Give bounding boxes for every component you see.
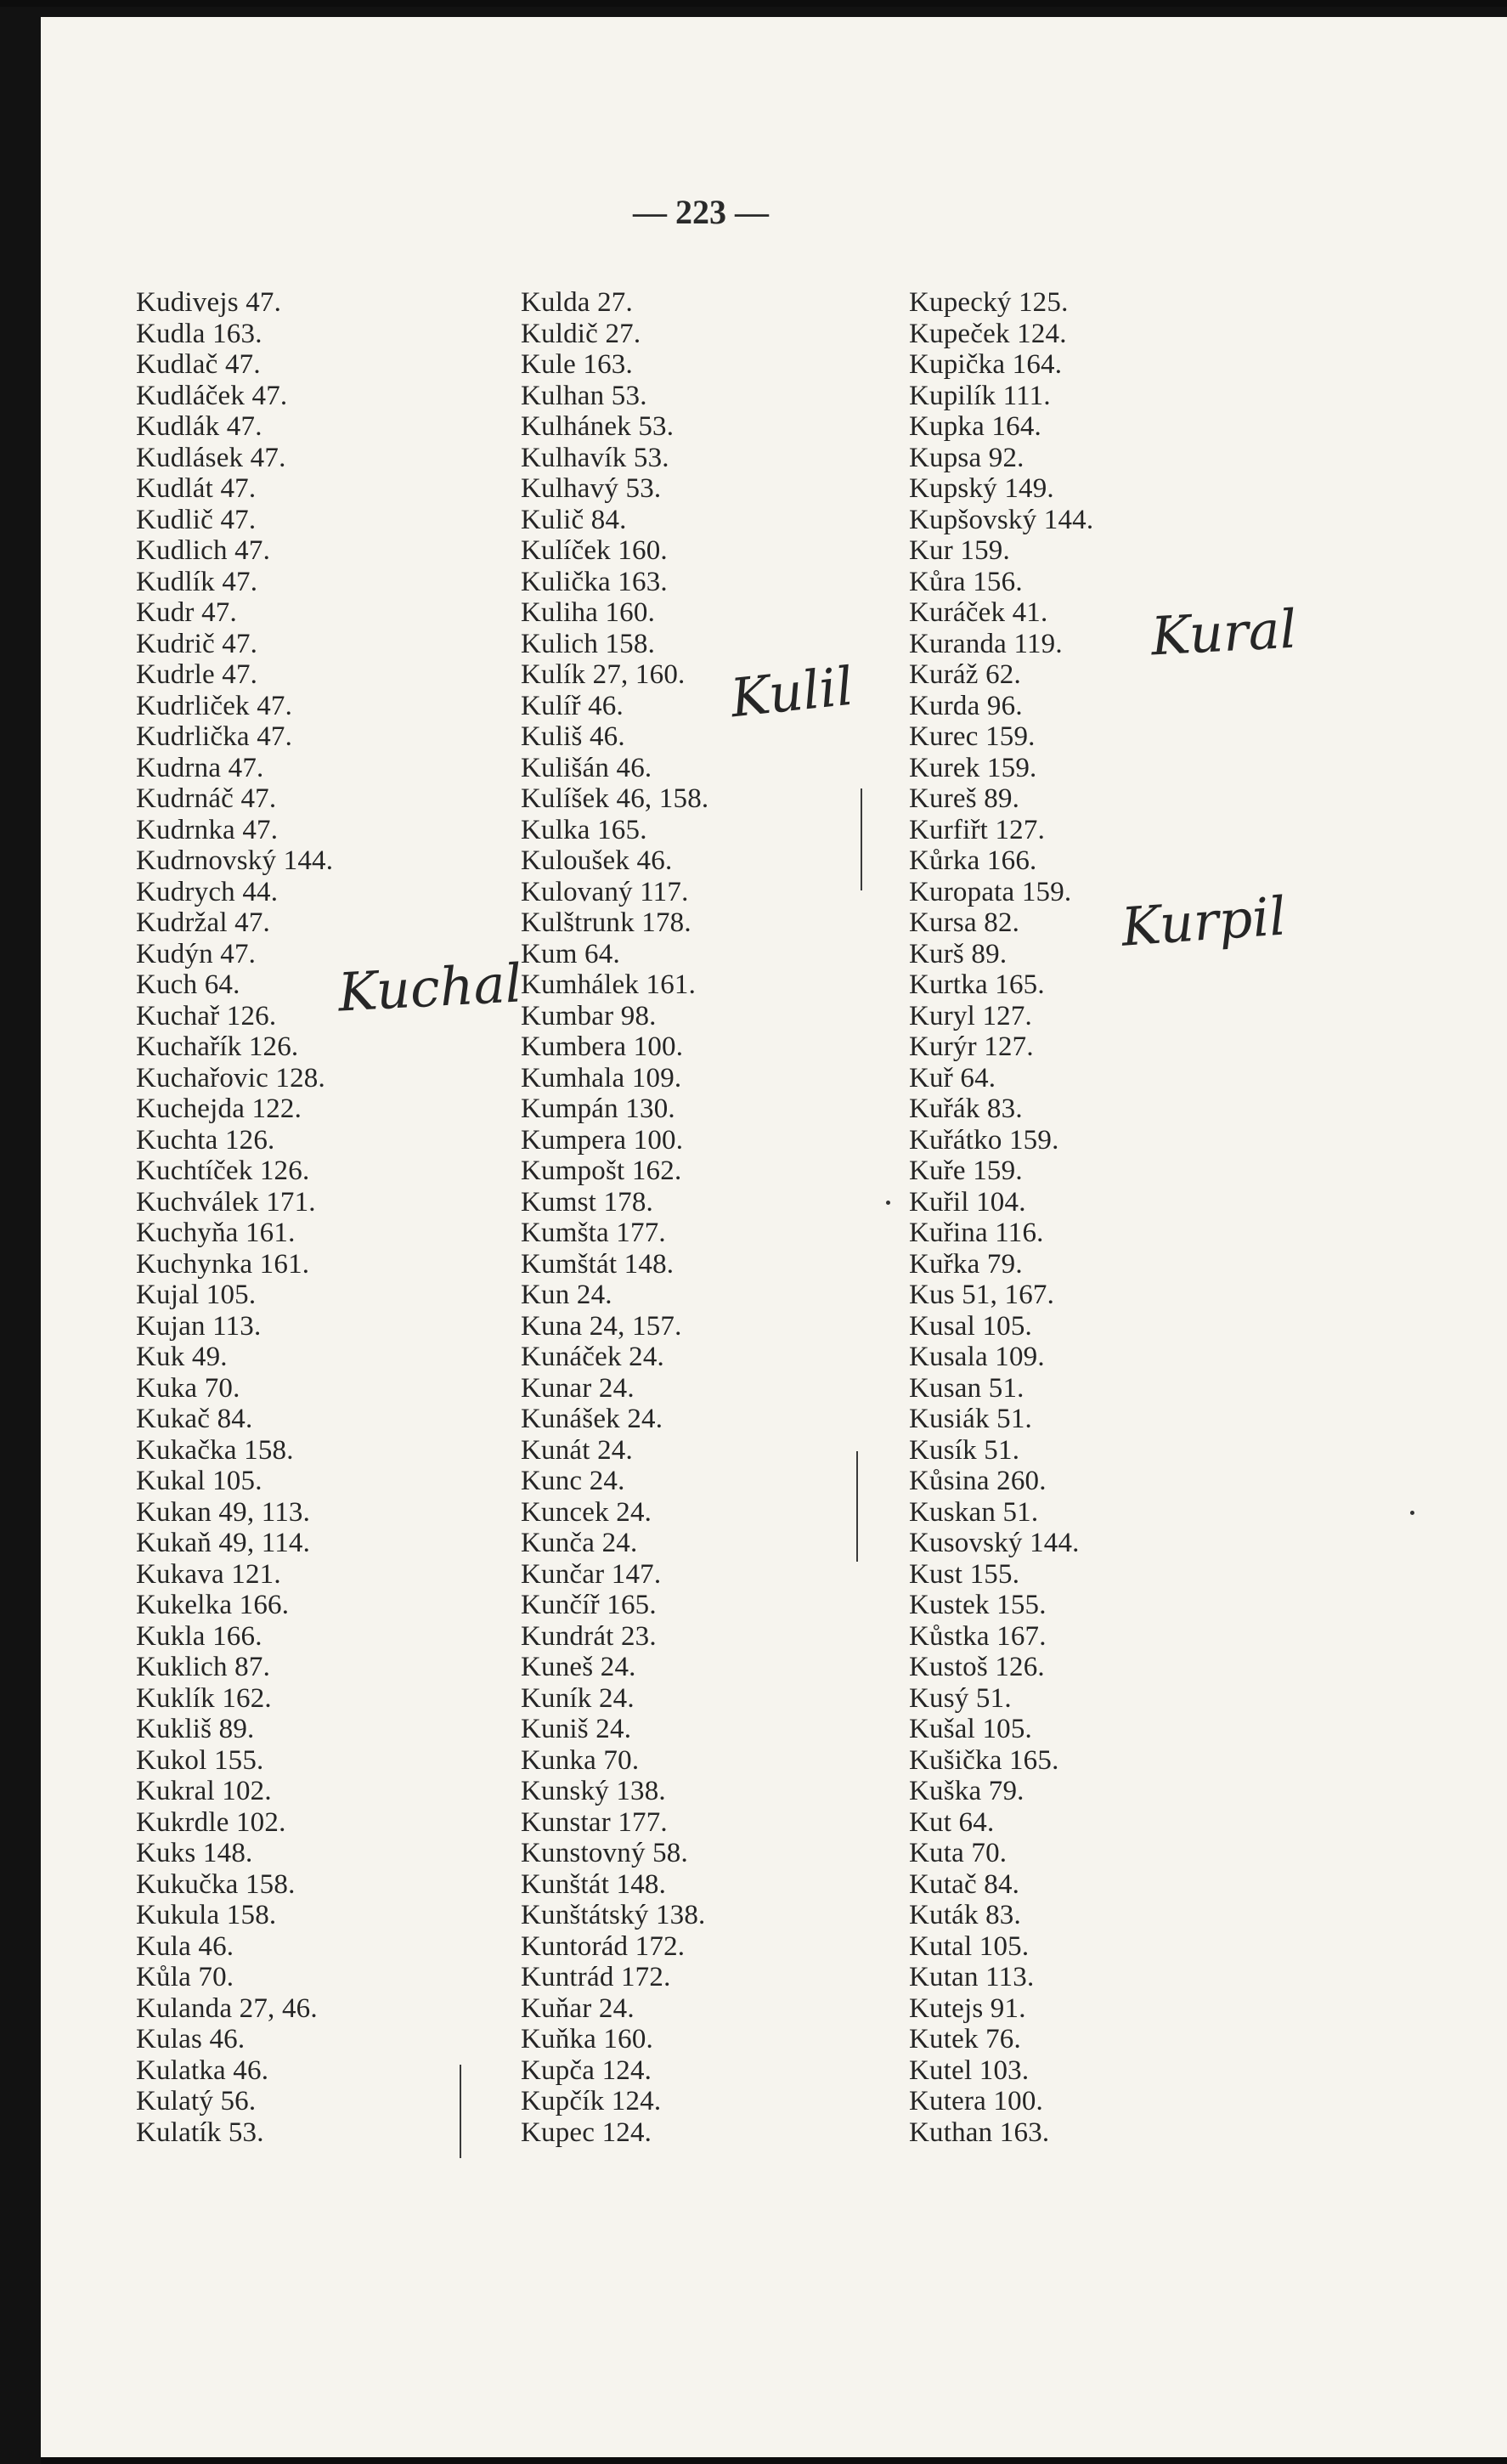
index-entry: Kukučka 158.: [136, 1868, 296, 1900]
index-entry: Kukač 84.: [136, 1404, 253, 1434]
index-entry: Kukaň 49, 114.: [136, 1528, 311, 1558]
index-entry: Kurek 159.: [909, 752, 1037, 783]
index-entry: Kuták 83.: [909, 1900, 1021, 1930]
index-entry: Kuka 70.: [136, 1372, 240, 1404]
index-entry: Kumštát 148.: [521, 1248, 674, 1280]
index-entry: Kuchař 126.: [136, 1000, 277, 1031]
column-divider-3: [856, 1451, 858, 1562]
index-entry: Kus 51, 167.: [909, 1280, 1055, 1310]
index-entry: Kuliš 46.: [521, 721, 625, 752]
index-entry: Kukral 102.: [136, 1776, 272, 1806]
index-entry: Kulanda 27, 46.: [136, 1992, 318, 2024]
index-entry: Kukan 49, 113.: [136, 1496, 311, 1528]
index-entry: Kudrle 47.: [136, 659, 258, 690]
index-entry: Kur 159.: [909, 535, 1010, 566]
index-entry: Kudrnka 47.: [136, 814, 279, 845]
index-entry: Kurec 159.: [909, 721, 1036, 752]
index-entry: Kursa 82.: [909, 907, 1020, 938]
index-entry: Kunstovný 58.: [521, 1838, 688, 1868]
handwritten-note-kulil: Kulil: [727, 654, 856, 730]
index-entry: Kulíček 160.: [521, 535, 668, 566]
index-entry: Kuntorád 172.: [521, 1930, 686, 1962]
index-entry: Kulhavík 53.: [521, 442, 669, 473]
index-entry: Kumbera 100.: [521, 1031, 684, 1062]
index-entry: Kumhálek 161.: [521, 969, 697, 1000]
index-entry: Kupička 164.: [909, 349, 1063, 380]
index-entry: Kumšta 177.: [521, 1218, 666, 1248]
index-entry: Kuch 64.: [136, 969, 240, 1000]
index-entry: Kůrka 166.: [909, 845, 1037, 876]
index-entry: Kukula 158.: [136, 1900, 277, 1930]
index-entry: Kulík 27, 160.: [521, 659, 686, 690]
index-entry: Kulička 163.: [521, 566, 668, 597]
index-entry: Kuník 24.: [521, 1682, 635, 1714]
index-entry: Kudrlička 47.: [136, 721, 293, 752]
column-divider-1: [460, 2065, 461, 2158]
index-entry: Kukačka 158.: [136, 1434, 294, 1466]
index-entry: Kudlich 47.: [136, 535, 271, 566]
index-entry: Kuňar 24.: [521, 1992, 635, 2024]
index-entry: Kudláček 47.: [136, 380, 288, 411]
index-entry: Kušal 105.: [909, 1714, 1032, 1744]
index-entry: Kurš 89.: [909, 938, 1007, 969]
index-entry: Kuchta 126.: [136, 1124, 275, 1156]
index-entry: Kuldič 27.: [521, 318, 641, 349]
index-entry: Kuta 70.: [909, 1838, 1007, 1868]
index-entry: Kusovský 144.: [909, 1528, 1080, 1558]
index-entry: Kudlík 47.: [136, 566, 258, 597]
index-entry: Kunštát 148.: [521, 1868, 667, 1900]
index-entry: Kupka 164.: [909, 411, 1041, 442]
index-entry: Kunc 24.: [521, 1466, 625, 1496]
index-entry: Kudlič 47.: [136, 504, 257, 535]
index-entry: Kureš 89.: [909, 783, 1020, 814]
index-entry: Kundrát 23.: [521, 1620, 657, 1652]
index-entry: Kunáček 24.: [521, 1342, 664, 1372]
index-entry: Kukol 155.: [136, 1744, 264, 1776]
index-entry: Kunčar 147.: [521, 1558, 662, 1590]
index-entry: Kuskan 51.: [909, 1496, 1039, 1528]
index-entry: Kun 24.: [521, 1280, 612, 1310]
margin-dot: [886, 1201, 890, 1205]
index-entry: Kušička 165.: [909, 1744, 1059, 1776]
scan-top-edge: [0, 7, 1507, 17]
index-entry: Kumpera 100.: [521, 1124, 684, 1156]
index-column-3: [909, 287, 1093, 2148]
index-entry: Kutera 100.: [909, 2086, 1043, 2116]
column-divider-2: [861, 788, 862, 890]
index-entry: Kulič 84.: [521, 504, 627, 535]
index-column-1: [136, 287, 333, 2148]
index-entry: Kůsina 260.: [909, 1466, 1047, 1496]
index-entry: Kutan 113.: [909, 1962, 1035, 1992]
index-entry: Kudrna 47.: [136, 752, 264, 783]
index-entry: Kustek 155.: [909, 1590, 1047, 1620]
index-entry: Kudlák 47.: [136, 411, 262, 442]
index-entry: Kuranda 119.: [909, 628, 1063, 659]
index-entry: Kuřátko 159.: [909, 1124, 1059, 1156]
index-entry: Kunča 24.: [521, 1528, 638, 1558]
index-entry: Kudrnáč 47.: [136, 783, 277, 814]
index-entry: Kuchynka 161.: [136, 1248, 310, 1280]
index-entry: Kuřák 83.: [909, 1094, 1023, 1124]
index-entry: Kulich 158.: [521, 628, 656, 659]
index-entry: Kuks 148.: [136, 1838, 253, 1868]
index-entry: Kum 64.: [521, 938, 620, 969]
index-entry: Kukla 166.: [136, 1620, 262, 1652]
index-entry: Kudr 47.: [136, 597, 237, 628]
index-entry: Kudýn 47.: [136, 938, 257, 969]
index-entry: Kuloušek 46.: [521, 845, 673, 876]
index-entry: Kudržal 47.: [136, 907, 270, 938]
index-entry: Kukal 105.: [136, 1466, 262, 1496]
index-entry: Kujal 105.: [136, 1280, 257, 1310]
index-entry: Kulatík 53.: [136, 2116, 264, 2148]
index-entry: Kůra 156.: [909, 566, 1023, 597]
index-entry: Kudrliček 47.: [136, 690, 293, 721]
index-entry: Kutal 105.: [909, 1930, 1030, 1962]
index-entry: Kumst 178.: [521, 1186, 654, 1218]
index-entry: Kupčík 124.: [521, 2086, 662, 2116]
index-entry: Kurfiřt 127.: [909, 814, 1046, 845]
index-entry: Kudlač 47.: [136, 349, 261, 380]
index-entry: Kustoš 126.: [909, 1652, 1045, 1682]
index-entry: Kulhánek 53.: [521, 411, 674, 442]
index-entry: Kujan 113.: [136, 1310, 262, 1342]
handwritten-note-kuchal: Kuchal: [336, 952, 524, 1024]
scan-left-edge: [0, 7, 41, 2464]
index-entry: Kupeček 124.: [909, 318, 1067, 349]
index-entry: Kuklík 162.: [136, 1682, 272, 1714]
index-entry: Kulatka 46.: [136, 2054, 269, 2086]
index-entry: Kule 163.: [521, 349, 633, 380]
index-entry: Kusík 51.: [909, 1434, 1020, 1466]
index-entry: Kukrdle 102.: [136, 1806, 286, 1838]
index-entry: Kuntrád 172.: [521, 1962, 671, 1992]
index-entry: Kuř 64.: [909, 1062, 996, 1094]
margin-dot: [1410, 1511, 1414, 1515]
index-entry: Kust 155.: [909, 1558, 1020, 1590]
index-entry: Kuřka 79.: [909, 1248, 1023, 1280]
index-entry: Kukava 121.: [136, 1558, 281, 1590]
handwritten-note-kural: Kural: [1149, 597, 1299, 668]
index-entry: Kudrych 44.: [136, 876, 279, 907]
page-number-text: — 223 —: [633, 193, 769, 231]
index-entry: Kuna 24, 157.: [521, 1310, 682, 1342]
index-entry: Kunar 24.: [521, 1372, 635, 1404]
index-entry: Kudlásek 47.: [136, 442, 286, 473]
index-entry: Kusala 109.: [909, 1342, 1045, 1372]
index-entry: Kulhavý 53.: [521, 473, 662, 504]
index-entry: Kuchejda 122.: [136, 1094, 302, 1124]
index-entry: Kudla 163.: [136, 318, 262, 349]
index-entry: Kupec 124.: [521, 2116, 652, 2148]
index-entry: Kůla 70.: [136, 1962, 234, 1992]
index-entry: Kuk 49.: [136, 1342, 228, 1372]
index-entry: Kulhan 53.: [521, 380, 647, 411]
index-entry: Kuráž 62.: [909, 659, 1021, 690]
index-entry: Kuthan 163.: [909, 2116, 1050, 2148]
index-entry: Kuneš 24.: [521, 1652, 636, 1682]
index-entry: Kuráček 41.: [909, 597, 1048, 628]
index-entry: Kula 46.: [136, 1930, 234, 1962]
index-entry: Kudlát 47.: [136, 473, 257, 504]
index-entry: Kusal 105.: [909, 1310, 1032, 1342]
index-entry: Kunstar 177.: [521, 1806, 668, 1838]
index-entry: Kusan 51.: [909, 1372, 1024, 1404]
index-entry: Kutek 76.: [909, 2024, 1021, 2054]
index-entry: Kukelka 166.: [136, 1590, 290, 1620]
index-entry: Kurýr 127.: [909, 1031, 1034, 1062]
index-entry: Kuňka 160.: [521, 2024, 653, 2054]
index-entry: Kuliha 160.: [521, 597, 656, 628]
index-entry: Kuchařovic 128.: [136, 1062, 325, 1094]
index-entry: Kusiák 51.: [909, 1404, 1032, 1434]
index-entry: Kulíř 46.: [521, 690, 624, 721]
index-entry: Kudrnovský 144.: [136, 845, 334, 876]
index-entry: Kuchyňa 161.: [136, 1218, 296, 1248]
index-entry: Kuklich 87.: [136, 1652, 271, 1682]
book-page: [0, 7, 1507, 2457]
index-entry: Kuchválek 171.: [136, 1186, 316, 1218]
index-entry: Kusý 51.: [909, 1682, 1012, 1714]
index-entry: Kulas 46.: [136, 2024, 246, 2054]
index-entry: Kuryl 127.: [909, 1000, 1032, 1031]
index-entry: Kulda 27.: [521, 287, 633, 318]
index-entry: Kumhala 109.: [521, 1062, 682, 1094]
index-entry: Kulovaný 117.: [521, 876, 689, 907]
index-entry: Kunštátský 138.: [521, 1900, 706, 1930]
index-entry: Kut 64.: [909, 1806, 995, 1838]
index-entry: Kunát 24.: [521, 1434, 633, 1466]
index-entry: Kupecký 125.: [909, 287, 1069, 318]
index-entry: Kupský 149.: [909, 473, 1054, 504]
index-entry: Kumbar 98.: [521, 1000, 657, 1031]
index-entry: Kurda 96.: [909, 690, 1023, 721]
index-entry: Kudivejs 47.: [136, 287, 282, 318]
index-entry: Kunčíř 165.: [521, 1590, 657, 1620]
index-entry: Kulíšek 46, 158.: [521, 783, 709, 814]
index-entry: Kuřina 116.: [909, 1218, 1044, 1248]
index-entry: Kutel 103.: [909, 2054, 1030, 2086]
index-entry: Kuška 79.: [909, 1776, 1024, 1806]
index-entry: Kuchtíček 126.: [136, 1156, 310, 1186]
index-entry: Kulatý 56.: [136, 2086, 257, 2116]
index-entry: Kuře 159.: [909, 1156, 1023, 1186]
index-entry: Kuniš 24.: [521, 1714, 632, 1744]
index-entry: Kunský 138.: [521, 1776, 666, 1806]
index-entry: Kupilík 111.: [909, 380, 1051, 411]
index-entry: Kunášek 24.: [521, 1404, 663, 1434]
handwritten-note-kurpil: Kurpil: [1119, 884, 1289, 958]
index-entry: Kuchařík 126.: [136, 1031, 299, 1062]
index-column-2: [521, 287, 708, 2148]
index-entry: Kumpošt 162.: [521, 1156, 682, 1186]
index-entry: Kulštrunk 178.: [521, 907, 691, 938]
index-entry: Kukliš 89.: [136, 1714, 255, 1744]
index-entry: Kulišán 46.: [521, 752, 652, 783]
index-entry: Kutač 84.: [909, 1868, 1020, 1900]
index-entry: Kudrič 47.: [136, 628, 258, 659]
index-entry: Kuncek 24.: [521, 1496, 652, 1528]
index-entry: Kurtka 165.: [909, 969, 1045, 1000]
index-entry: Kupsa 92.: [909, 442, 1024, 473]
index-entry: Kunka 70.: [521, 1744, 640, 1776]
index-entry: Kulka 165.: [521, 814, 647, 845]
index-entry: Kupšovský 144.: [909, 504, 1094, 535]
index-entry: Kutejs 91.: [909, 1992, 1026, 2024]
index-entry: Kůstka 167.: [909, 1620, 1047, 1652]
index-entry: Kumpán 130.: [521, 1094, 675, 1124]
index-entry: Kuropata 159.: [909, 876, 1072, 907]
index-entry: Kupča 124.: [521, 2054, 652, 2086]
index-entry: Kuřil 104.: [909, 1186, 1026, 1218]
